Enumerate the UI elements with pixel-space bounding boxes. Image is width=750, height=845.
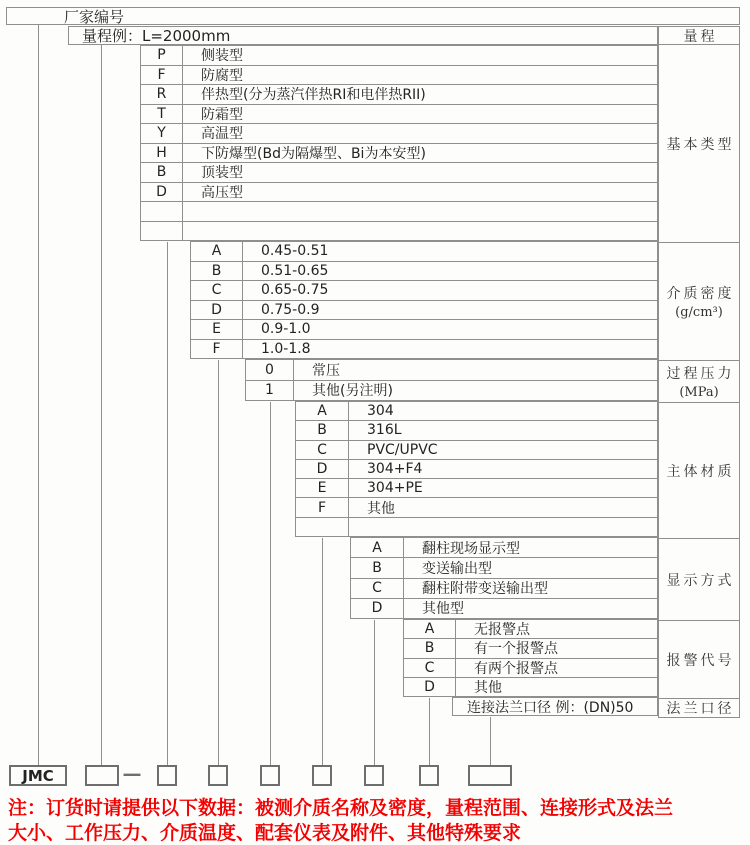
desc-cell: 0.45-0.51 [261, 243, 329, 260]
table-row [295, 440, 658, 460]
connector-line-flange [490, 717, 491, 765]
code-cell: R [141, 85, 183, 104]
table-row [350, 557, 658, 578]
code-box-pressure [260, 765, 280, 786]
table-row [140, 162, 658, 183]
code-cell: B [191, 262, 243, 281]
table-row [350, 598, 658, 619]
desc-cell [349, 518, 657, 536]
separator-dash: — [122, 762, 142, 785]
code-box-range [85, 765, 119, 786]
range-example-row [68, 26, 658, 45]
manufacturer-code-row [6, 7, 740, 25]
connector-line-material [322, 538, 323, 765]
table-row [140, 123, 658, 144]
code-cell: D [296, 460, 349, 478]
code-cell: C [351, 579, 404, 598]
desc-cell: 其他 [474, 679, 502, 696]
desc-cell: 0.51-0.65 [261, 262, 329, 279]
code-cell: B [351, 558, 404, 577]
code-cell: D [404, 678, 456, 696]
table-row-empty [140, 201, 658, 222]
table-row [140, 143, 658, 164]
code-box-alarm [419, 765, 439, 786]
code-cell: E [191, 320, 243, 339]
code-cell: P [141, 46, 183, 65]
density-table [190, 242, 658, 359]
table-row [140, 84, 658, 105]
desc-cell: 304+PE [367, 480, 423, 497]
code-cell: T [141, 105, 183, 124]
desc-cell: 顶装型 [201, 165, 243, 182]
manufacturer-code-label: 厂家编号 [64, 7, 125, 26]
table-row [403, 619, 658, 639]
desc-cell: 翻柱附带变送输出型 [422, 581, 548, 598]
table-row-empty [295, 517, 658, 537]
table-row [190, 319, 658, 340]
code-cell: F [141, 66, 183, 85]
desc-cell: 常压 [312, 362, 340, 379]
alarm-table [403, 620, 658, 697]
category-label-density: 介质密度 (g/cm³) [658, 242, 740, 361]
table-row [245, 380, 658, 402]
desc-cell: 变送输出型 [422, 560, 492, 577]
code-cell: D [191, 301, 243, 320]
connector-line-alarm [429, 698, 430, 765]
desc-cell: 0.75-0.9 [261, 301, 320, 318]
table-row [452, 697, 658, 716]
code-cell: E [296, 479, 349, 497]
table-row [190, 261, 658, 282]
table-row [140, 104, 658, 125]
order-note-line1: 注：订货时请提供以下数据：被测介质名称及密度，量程范围、连接形式及法兰 [8, 797, 674, 819]
desc-cell: PVC/UPVC [367, 441, 438, 458]
desc-cell: 翻柱现场显示型 [422, 540, 520, 557]
table-row-empty [140, 221, 658, 242]
code-cell: F [296, 498, 349, 516]
code-cell: B [296, 421, 349, 439]
code-cell: D [351, 599, 404, 618]
table-row [190, 339, 658, 360]
desc-cell: 其他 [367, 500, 395, 517]
table-row [245, 359, 658, 381]
code-cell: H [141, 144, 183, 163]
category-label-pressure: 过程压力 (MPa) [658, 360, 740, 403]
code-box-basic-type [157, 765, 177, 786]
code-cell: B [404, 639, 456, 657]
category-label-basic-type: 基本类型 [658, 44, 740, 243]
desc-cell: 316L [367, 422, 402, 439]
order-note-line2: 大小、工作压力、介质温度、配套仪表及附件、其他特殊要求 [8, 822, 522, 844]
desc-cell: 下防爆型(Bd为隔爆型、Bi为本安型) [201, 145, 426, 162]
display-mode-table [350, 538, 658, 619]
desc-cell: 304+F4 [367, 461, 423, 478]
code-cell: C [404, 659, 456, 677]
code-box-material [312, 765, 332, 786]
table-row [403, 658, 658, 678]
range-example-label: 量程例：L=2000mm [82, 27, 231, 45]
pressure-table [245, 360, 658, 401]
order-note [8, 796, 750, 845]
code-box-flange [468, 765, 512, 786]
code-cell [141, 202, 183, 221]
category-label-alarm: 报警代号 [658, 620, 740, 699]
code-cell: C [296, 441, 349, 459]
connector-line-range [101, 45, 102, 765]
flange-row [452, 698, 658, 716]
table-row [403, 677, 658, 697]
desc-cell: 侧装型 [201, 48, 243, 65]
desc-cell: 防霜型 [201, 106, 243, 123]
code-cell: D [141, 183, 183, 202]
code-cell: B [141, 163, 183, 182]
connector-line-density [218, 360, 219, 765]
desc-cell: 无报警点 [474, 622, 530, 639]
code-cell: 0 [246, 360, 294, 380]
table-row [295, 459, 658, 479]
code-cell: C [191, 281, 243, 300]
table-row [295, 497, 658, 517]
code-cell: 1 [246, 381, 294, 401]
table-row [295, 401, 658, 421]
desc-cell: 连接法兰口径 例：(DN)50 [467, 699, 634, 716]
material-table [295, 402, 658, 537]
code-box-display [364, 765, 384, 786]
table-row [350, 537, 658, 558]
table-row [190, 300, 658, 321]
code-cell: Y [141, 124, 183, 143]
table-row [190, 280, 658, 301]
connector-line-manufacturer [38, 25, 39, 765]
desc-cell [183, 202, 657, 221]
table-row [140, 45, 658, 66]
connector-line-basic-type [167, 242, 168, 765]
table-row [140, 182, 658, 203]
category-label-flange: 法兰口径 [658, 698, 740, 718]
desc-cell: 防腐型 [201, 67, 243, 84]
desc-cell: 有两个报警点 [474, 660, 558, 677]
desc-cell: 有一个报警点 [474, 641, 558, 658]
code-cell: F [191, 340, 243, 359]
category-label-material: 主体材质 [658, 402, 740, 539]
table-row [403, 638, 658, 658]
table-row [350, 578, 658, 599]
table-row [295, 420, 658, 440]
code-cell: A [191, 242, 243, 261]
category-label-display: 显示方式 [658, 538, 740, 621]
category-label-range: 量程 [658, 26, 740, 45]
code-cell [296, 518, 349, 536]
desc-cell: 伴热型(分为蒸汽伴热RI和电伴热RII) [201, 87, 426, 104]
desc-cell: 高温型 [201, 126, 243, 143]
code-cell: A [351, 538, 404, 557]
table-row [190, 241, 658, 262]
desc-cell [183, 222, 657, 241]
basic-type-table [140, 46, 658, 241]
code-box-density [208, 765, 228, 786]
connector-line-display [374, 620, 375, 765]
desc-cell: 304 [367, 403, 394, 420]
code-cell: A [296, 402, 349, 420]
desc-cell: 其他型 [422, 601, 464, 618]
desc-cell: 0.65-0.75 [261, 282, 329, 299]
model-prefix-box: JMC [9, 765, 67, 786]
code-cell: A [404, 620, 456, 638]
desc-cell: 高压型 [201, 184, 243, 201]
desc-cell: 1.0-1.8 [261, 340, 311, 357]
table-row [140, 65, 658, 86]
code-cell [141, 222, 183, 241]
connector-line-pressure [270, 402, 271, 765]
desc-cell: 0.9-1.0 [261, 321, 311, 338]
desc-cell: 其他(另注明) [312, 383, 393, 400]
table-row [295, 478, 658, 498]
